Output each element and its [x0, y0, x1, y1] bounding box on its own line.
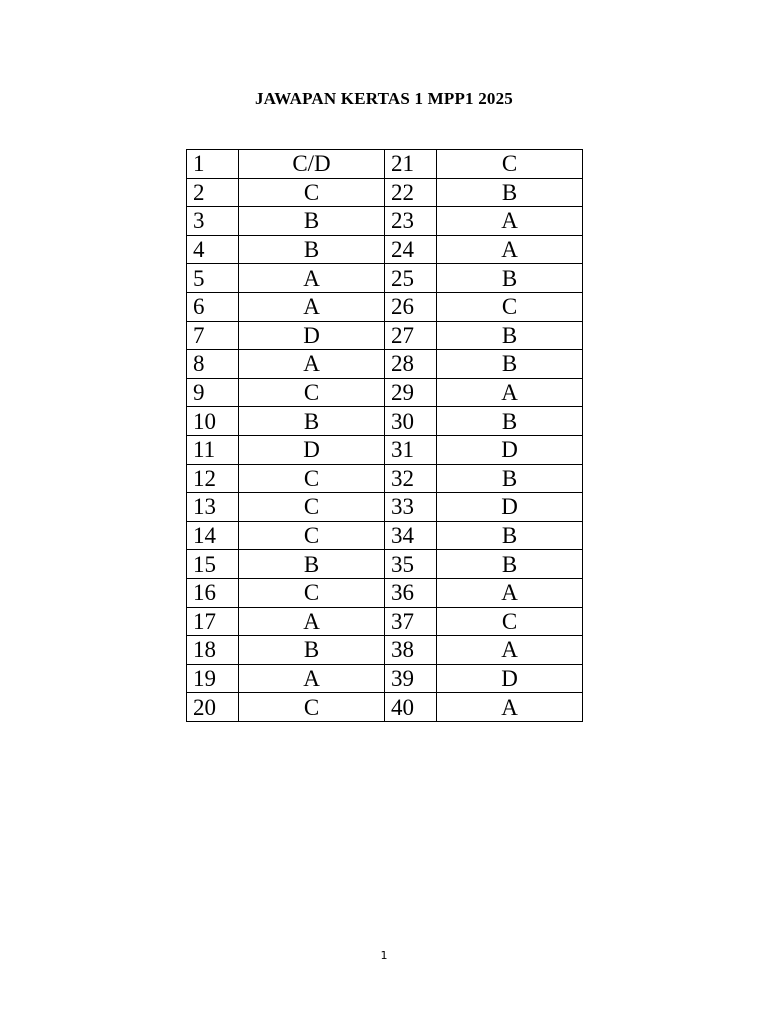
- answer-cell: C: [437, 150, 583, 179]
- page-number: 1: [380, 949, 388, 962]
- answer-cell: B: [437, 350, 583, 379]
- answer-cell: C: [437, 292, 583, 321]
- answer-cell: A: [437, 378, 583, 407]
- question-number-cell: 37: [385, 607, 437, 636]
- answer-cell: C: [239, 521, 385, 550]
- answer-cell: D: [437, 435, 583, 464]
- question-number-cell: 39: [385, 664, 437, 693]
- answer-cell: C: [239, 693, 385, 722]
- question-number-cell: 24: [385, 235, 437, 264]
- table-row: [187, 407, 583, 436]
- answer-cell: A: [239, 264, 385, 293]
- question-number-cell: 13: [187, 493, 239, 522]
- table-row: [187, 550, 583, 579]
- table-row: [187, 264, 583, 293]
- question-number-cell: 23: [385, 207, 437, 236]
- answer-cell: B: [239, 550, 385, 579]
- answer-table: [186, 149, 583, 722]
- answer-cell: C: [239, 493, 385, 522]
- question-number-cell: 38: [385, 636, 437, 665]
- page-title: JAWAPAN KERTAS 1 MPP1 2025: [254, 89, 514, 108]
- question-number-cell: 10: [187, 407, 239, 436]
- table-row: [187, 235, 583, 264]
- table-row: [187, 378, 583, 407]
- table-row: [187, 693, 583, 722]
- table-row: [187, 636, 583, 665]
- answer-cell: B: [437, 550, 583, 579]
- answer-cell: A: [239, 607, 385, 636]
- question-number-cell: 12: [187, 464, 239, 493]
- answer-cell: D: [239, 321, 385, 350]
- table-row: [187, 607, 583, 636]
- question-number-cell: 28: [385, 350, 437, 379]
- answer-cell: B: [239, 235, 385, 264]
- answer-cell: B: [239, 407, 385, 436]
- answer-cell: C: [239, 578, 385, 607]
- answer-cell: B: [437, 264, 583, 293]
- answer-cell: C: [239, 178, 385, 207]
- question-number-cell: 40: [385, 693, 437, 722]
- question-number-cell: 25: [385, 264, 437, 293]
- question-number-cell: 3: [187, 207, 239, 236]
- answer-cell: B: [437, 464, 583, 493]
- answer-cell: A: [239, 664, 385, 693]
- answer-cell: D: [239, 435, 385, 464]
- question-number-cell: 32: [385, 464, 437, 493]
- question-number-cell: 15: [187, 550, 239, 579]
- answer-cell: B: [239, 207, 385, 236]
- table-row: [187, 435, 583, 464]
- question-number-cell: 14: [187, 521, 239, 550]
- answer-cell: A: [239, 292, 385, 321]
- question-number-cell: 36: [385, 578, 437, 607]
- question-number-cell: 31: [385, 435, 437, 464]
- answer-cell: A: [437, 235, 583, 264]
- question-number-cell: 33: [385, 493, 437, 522]
- question-number-cell: 20: [187, 693, 239, 722]
- table-row: [187, 321, 583, 350]
- answer-cell: D: [437, 664, 583, 693]
- question-number-cell: 35: [385, 550, 437, 579]
- question-number-cell: 8: [187, 350, 239, 379]
- question-number-cell: 7: [187, 321, 239, 350]
- answer-cell: B: [437, 521, 583, 550]
- answer-cell: B: [239, 636, 385, 665]
- question-number-cell: 29: [385, 378, 437, 407]
- answer-cell: A: [437, 207, 583, 236]
- table-row: [187, 521, 583, 550]
- question-number-cell: 6: [187, 292, 239, 321]
- question-number-cell: 18: [187, 636, 239, 665]
- table-row: [187, 150, 583, 179]
- answer-cell: A: [437, 578, 583, 607]
- table-row: [187, 350, 583, 379]
- question-number-cell: 22: [385, 178, 437, 207]
- answer-cell: A: [239, 350, 385, 379]
- question-number-cell: 19: [187, 664, 239, 693]
- answer-cell: B: [437, 178, 583, 207]
- answer-cell: C: [437, 607, 583, 636]
- question-number-cell: 5: [187, 264, 239, 293]
- question-number-cell: 30: [385, 407, 437, 436]
- table-row: [187, 464, 583, 493]
- question-number-cell: 21: [385, 150, 437, 179]
- table-row: [187, 493, 583, 522]
- question-number-cell: 2: [187, 178, 239, 207]
- question-number-cell: 17: [187, 607, 239, 636]
- question-number-cell: 11: [187, 435, 239, 464]
- question-number-cell: 4: [187, 235, 239, 264]
- question-number-cell: 9: [187, 378, 239, 407]
- answer-cell: B: [437, 407, 583, 436]
- table-row: [187, 578, 583, 607]
- answer-cell: A: [437, 636, 583, 665]
- answer-cell: C: [239, 464, 385, 493]
- answer-cell: C/D: [239, 150, 385, 179]
- table-row: [187, 664, 583, 693]
- answer-cell: B: [437, 321, 583, 350]
- table-row: [187, 178, 583, 207]
- answer-cell: C: [239, 378, 385, 407]
- question-number-cell: 1: [187, 150, 239, 179]
- question-number-cell: 16: [187, 578, 239, 607]
- answer-cell: D: [437, 493, 583, 522]
- question-number-cell: 26: [385, 292, 437, 321]
- question-number-cell: 34: [385, 521, 437, 550]
- answer-table-body: [187, 150, 583, 722]
- table-row: [187, 207, 583, 236]
- table-row: [187, 292, 583, 321]
- question-number-cell: 27: [385, 321, 437, 350]
- answer-cell: A: [437, 693, 583, 722]
